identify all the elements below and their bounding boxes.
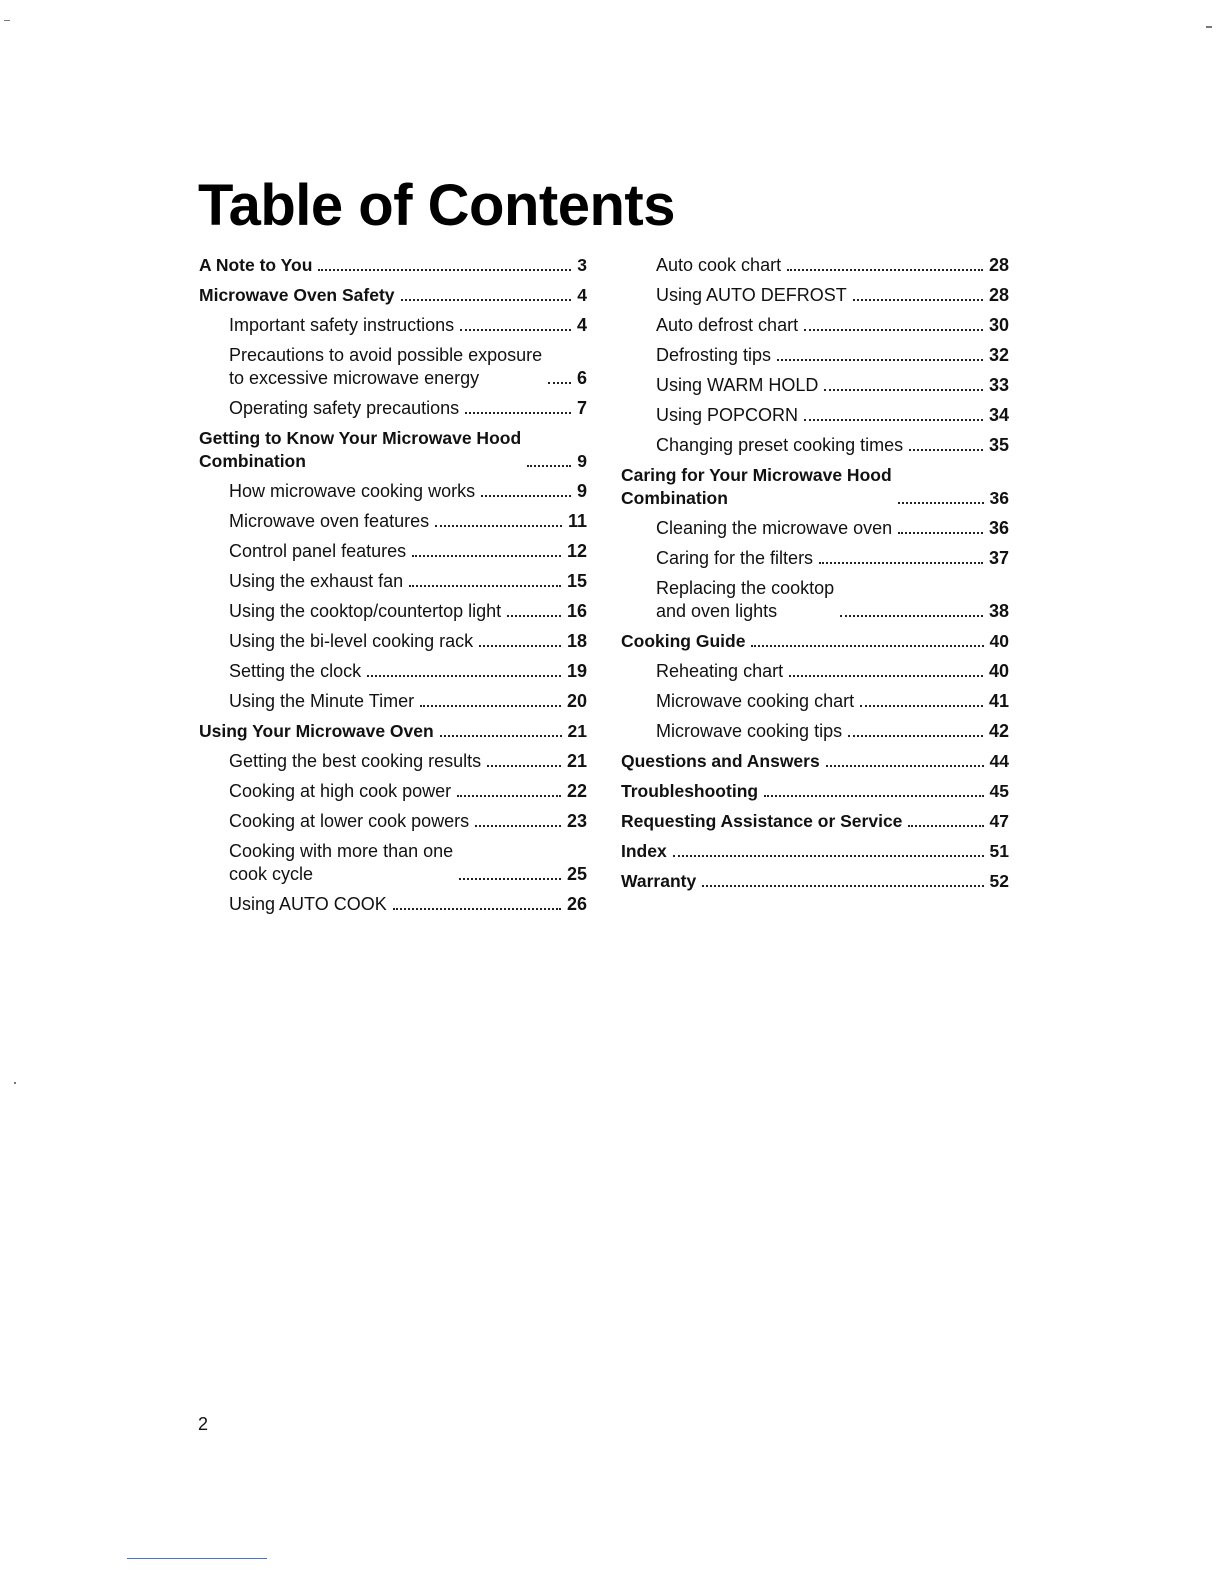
toc-entry-page: 21 xyxy=(567,721,587,741)
toc-entry[interactable] xyxy=(199,750,587,773)
dot-leader xyxy=(860,705,983,707)
dot-leader xyxy=(457,795,561,797)
dot-leader xyxy=(702,885,983,887)
toc-entry-page: 45 xyxy=(989,781,1009,801)
toc-entry-title: Control panel features xyxy=(229,541,407,561)
toc-entry[interactable] xyxy=(199,540,587,563)
toc-entry-page: 36 xyxy=(989,488,1009,508)
dot-leader xyxy=(401,299,572,301)
scan-mark xyxy=(4,20,10,21)
dot-leader xyxy=(367,675,561,677)
toc-right-column xyxy=(621,254,1009,900)
dot-leader xyxy=(465,412,571,414)
toc-entry-page: 40 xyxy=(989,631,1009,651)
scan-mark xyxy=(14,1082,16,1084)
dot-leader xyxy=(487,765,561,767)
toc-entry-title: Requesting Assistance or Service xyxy=(621,811,903,831)
toc-entry-page: 18 xyxy=(566,631,587,651)
toc-entry-page: 23 xyxy=(566,811,587,831)
toc-entry-title: Index xyxy=(621,841,667,861)
toc-entry-title: Changing preset cooking times xyxy=(656,435,904,455)
dot-leader xyxy=(908,825,983,827)
toc-entry[interactable] xyxy=(621,314,1009,337)
toc-entry-title: Using the exhaust fan xyxy=(229,571,404,591)
dot-leader xyxy=(840,615,983,617)
toc-entry[interactable] xyxy=(621,810,1009,833)
dot-leader xyxy=(318,269,571,271)
dot-leader xyxy=(824,389,983,391)
toc-entry-page: 44 xyxy=(989,751,1009,771)
toc-entry[interactable] xyxy=(199,570,587,593)
toc-entry[interactable] xyxy=(621,750,1009,773)
page-number: 2 xyxy=(198,1414,209,1434)
toc-entry[interactable] xyxy=(199,690,587,713)
dot-leader xyxy=(548,382,571,384)
toc-entry[interactable] xyxy=(621,254,1009,277)
toc-entry-title: Reheating chart xyxy=(656,661,784,681)
toc-entry-page: 51 xyxy=(989,841,1009,861)
toc-entry-title: Questions and Answers xyxy=(621,751,820,771)
toc-entry-title: Auto defrost chart xyxy=(656,315,799,335)
dot-leader xyxy=(409,585,561,587)
toc-entry-title: Using the cooktop/countertop light xyxy=(229,601,502,621)
toc-entry-page: 4 xyxy=(577,285,587,305)
toc-entry[interactable] xyxy=(199,720,587,743)
toc-entry-page: 30 xyxy=(988,315,1009,335)
dot-leader xyxy=(459,878,561,880)
toc-entry[interactable] xyxy=(199,314,587,337)
toc-entry-page: 6 xyxy=(576,368,587,388)
toc-entry[interactable] xyxy=(199,284,587,307)
toc-entry[interactable] xyxy=(199,810,587,833)
toc-entry-title: Caring for Your Microwave Hood Combination xyxy=(621,465,892,508)
toc-entry-title: Auto cook chart xyxy=(656,255,782,275)
toc-entry[interactable] xyxy=(199,660,587,683)
toc-entry-title: Operating safety precautions xyxy=(229,398,460,418)
toc-entry-page: 34 xyxy=(988,405,1009,425)
dot-leader xyxy=(420,705,561,707)
toc-entry[interactable] xyxy=(621,840,1009,863)
toc-entry-title: Cooking with more than one cook cycle xyxy=(229,841,454,884)
dot-leader xyxy=(440,735,562,737)
toc-entry-page: 38 xyxy=(988,601,1009,621)
toc-entry-title: Defrosting tips xyxy=(656,345,772,365)
toc-entry[interactable] xyxy=(621,517,1009,540)
dot-leader xyxy=(804,329,983,331)
dot-leader xyxy=(898,502,984,504)
dot-leader xyxy=(898,532,983,534)
scan-mark xyxy=(1206,26,1212,28)
toc-entry-title: Troubleshooting xyxy=(621,781,759,801)
toc-entry[interactable] xyxy=(199,840,587,886)
toc-entry-page: 15 xyxy=(566,571,587,591)
toc-entry-title: How microwave cooking works xyxy=(229,481,476,501)
dot-leader xyxy=(751,645,983,647)
dot-leader xyxy=(819,562,983,564)
toc-entry-title: Cooking at lower cook powers xyxy=(229,811,470,831)
dot-leader xyxy=(909,449,983,451)
toc-entry-page: 52 xyxy=(989,871,1009,891)
toc-entry[interactable] xyxy=(621,404,1009,427)
toc-entry[interactable] xyxy=(621,630,1009,653)
toc-entry-title: Warranty xyxy=(621,871,697,891)
toc-entry[interactable] xyxy=(621,660,1009,683)
toc-entry-title: Microwave cooking tips xyxy=(656,721,843,741)
toc-entry-page: 35 xyxy=(988,435,1009,455)
page-title: Table of Contents xyxy=(198,173,675,238)
toc-entry[interactable] xyxy=(621,464,1009,510)
toc-entry-title: Microwave Oven Safety xyxy=(199,285,395,305)
toc-entry-page: 42 xyxy=(988,721,1009,741)
toc-entry-title: Important safety instructions xyxy=(229,315,455,335)
toc-entry[interactable] xyxy=(199,780,587,803)
dot-leader xyxy=(412,555,561,557)
dot-leader xyxy=(848,735,983,737)
toc-entry-title: Microwave cooking chart xyxy=(656,691,855,711)
dot-leader xyxy=(460,329,571,331)
dot-leader xyxy=(789,675,983,677)
toc-entry-page: 26 xyxy=(566,894,587,914)
toc-entry-page: 25 xyxy=(566,864,587,884)
toc-entry-title: Getting to Know Your Microwave Hood Combination xyxy=(199,428,522,471)
toc-entry[interactable] xyxy=(621,780,1009,803)
dot-leader xyxy=(826,765,984,767)
toc-entry-page: 9 xyxy=(577,451,587,471)
toc-entry[interactable] xyxy=(199,630,587,653)
dot-leader xyxy=(527,465,571,467)
toc-entry[interactable] xyxy=(199,427,587,473)
toc-entry-page: 9 xyxy=(576,481,587,501)
toc-entry-title: Precautions to avoid possible exposure to excessive microwave energy xyxy=(229,345,543,388)
toc-entry-title: A Note to You xyxy=(199,255,313,275)
toc-entry-page: 19 xyxy=(566,661,587,681)
dot-leader xyxy=(764,795,983,797)
toc-entry-page: 22 xyxy=(566,781,587,801)
toc-entry[interactable] xyxy=(199,480,587,503)
toc-entry[interactable] xyxy=(199,344,587,390)
toc-entry-title: Using POPCORN xyxy=(656,405,799,425)
dot-leader xyxy=(673,855,984,857)
toc-entry-page: 3 xyxy=(577,255,587,275)
dot-leader xyxy=(481,495,571,497)
dot-leader xyxy=(804,419,983,421)
toc-entry[interactable] xyxy=(199,397,587,420)
toc-entry-title: Getting the best cooking results xyxy=(229,751,482,771)
toc-entry-title: Cleaning the microwave oven xyxy=(656,518,893,538)
toc-entry-title: Using the Minute Timer xyxy=(229,691,415,711)
dot-leader xyxy=(475,825,561,827)
toc-entry-page: 40 xyxy=(988,661,1009,681)
toc-entry[interactable] xyxy=(621,577,1009,623)
toc-entry-page: 28 xyxy=(988,255,1009,275)
toc-entry-page: 47 xyxy=(989,811,1009,831)
toc-entry[interactable] xyxy=(199,893,587,916)
toc-entry-title: Cooking at high cook power xyxy=(229,781,452,801)
toc-entry-page: 12 xyxy=(566,541,587,561)
toc-entry-page: 28 xyxy=(988,285,1009,305)
toc-entry-page: 36 xyxy=(988,518,1009,538)
toc-entry[interactable] xyxy=(621,870,1009,893)
dot-leader xyxy=(507,615,561,617)
dot-leader xyxy=(777,359,983,361)
toc-entry-title: Replacing the cooktop and oven lights xyxy=(656,578,835,621)
toc-entry[interactable] xyxy=(621,547,1009,570)
toc-entry-page: 21 xyxy=(566,751,587,771)
dot-leader xyxy=(479,645,561,647)
toc-entry[interactable] xyxy=(621,434,1009,457)
toc-entry-title: Using AUTO DEFROST xyxy=(656,285,847,305)
toc-entry-title: Using the bi-level cooking rack xyxy=(229,631,474,651)
toc-entry-page: 33 xyxy=(988,375,1009,395)
toc-entry-page: 4 xyxy=(576,315,587,335)
toc-entry[interactable] xyxy=(621,720,1009,743)
toc-entry-title: Caring for the filters xyxy=(656,548,814,568)
toc-entry[interactable] xyxy=(199,510,587,533)
toc-entry-title: Microwave oven features xyxy=(229,511,430,531)
toc-entry-page: 32 xyxy=(988,345,1009,365)
footer-rule xyxy=(127,1558,267,1559)
toc-entry[interactable] xyxy=(199,600,587,623)
toc-entry-page: 41 xyxy=(988,691,1009,711)
toc-entry-title: Setting the clock xyxy=(229,661,362,681)
dot-leader xyxy=(393,908,561,910)
toc-entry-title: Using Your Microwave Oven xyxy=(199,721,434,741)
dot-leader xyxy=(435,525,562,527)
toc-entry-page: 16 xyxy=(566,601,587,621)
toc-entry-page: 20 xyxy=(566,691,587,711)
dot-leader xyxy=(787,269,983,271)
toc-entry-title: Cooking Guide xyxy=(621,631,746,651)
toc-entry[interactable] xyxy=(621,690,1009,713)
toc-left-column xyxy=(199,254,587,923)
toc-entry[interactable] xyxy=(621,344,1009,367)
toc-entry[interactable] xyxy=(621,374,1009,397)
dot-leader xyxy=(853,299,983,301)
toc-entry[interactable] xyxy=(199,254,587,277)
toc-entry-page: 37 xyxy=(988,548,1009,568)
toc-entry-title: Using AUTO COOK xyxy=(229,894,387,914)
toc-entry[interactable] xyxy=(621,284,1009,307)
toc-entry-page: 7 xyxy=(576,398,587,418)
toc-entry-title: Using WARM HOLD xyxy=(656,375,819,395)
toc-entry-page: 11 xyxy=(567,511,587,531)
